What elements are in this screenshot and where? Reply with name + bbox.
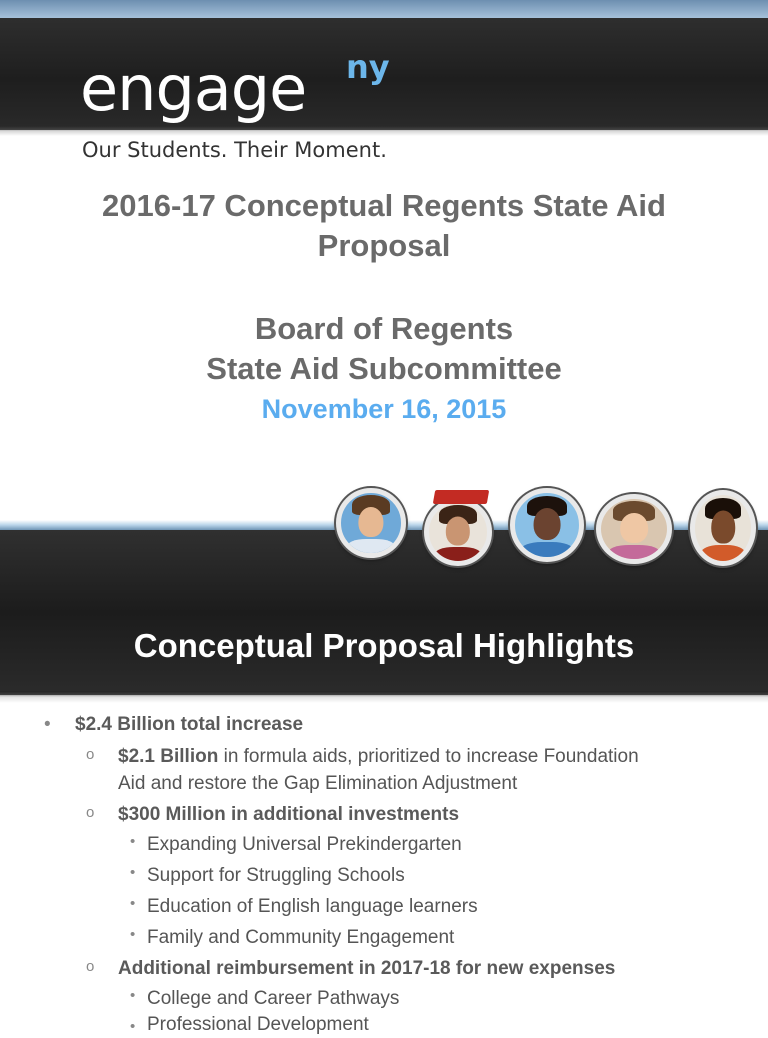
list-item-formula-aids xyxy=(118,744,738,770)
engage-logo-ny: ny xyxy=(346,48,390,86)
tagline: Our Students. Their Moment. xyxy=(82,138,387,162)
list-item-struggling-schools: Support for Struggling Schools xyxy=(147,865,405,886)
sub-bullet-marker: o xyxy=(86,804,95,821)
header-banner xyxy=(0,18,768,130)
subtitle-line-2: State Aid Subcommittee xyxy=(206,351,562,386)
student-photo-5-icon xyxy=(690,490,756,566)
list-item-career-pathways: College and Career Pathways xyxy=(147,988,400,1009)
subtitle-line-1: Board of Regents xyxy=(254,311,514,346)
page-title xyxy=(0,186,768,266)
presentation-date: November 16, 2015 xyxy=(261,394,507,424)
list-item-additional-reimbursement: Additional reimbursement in 2017-18 for new expenses xyxy=(118,958,616,979)
subtitle xyxy=(0,309,768,389)
top-blue-strip xyxy=(0,0,768,18)
list-item-prekindergarten: Expanding Universal Prekindergarten xyxy=(147,834,462,855)
title-line-2: Proposal xyxy=(317,228,451,263)
list-item-additional-investments: $300 Million in additional investments xyxy=(118,804,460,825)
sub-bullet-marker: o xyxy=(86,958,95,975)
formula-aids-text: in formula aids, prioritized to increase Foundation xyxy=(218,746,639,767)
list-item-professional-development: Professional Development xyxy=(147,1014,369,1035)
student-photo-4-icon xyxy=(596,494,672,564)
engage-logo: engage xyxy=(80,52,307,125)
sub-bullet-marker: o xyxy=(86,746,95,763)
subsub-bullet-marker: • xyxy=(130,926,136,943)
student-photo-3-icon xyxy=(510,488,584,562)
bullet-marker: • xyxy=(44,714,51,735)
subsub-bullet-marker: • xyxy=(130,833,136,850)
title-line-1: 2016-17 Conceptual Regents State Aid xyxy=(102,188,666,223)
subsub-bullet-marker: • xyxy=(130,864,136,881)
list-item-family-engagement: Family and Community Engagement xyxy=(147,927,455,948)
student-photo-1-icon xyxy=(336,488,406,558)
subsub-bullet-marker: • xyxy=(130,987,136,1004)
list-item-total-increase: $2.4 Billion total increase xyxy=(75,714,304,735)
section-heading: Conceptual Proposal Highlights xyxy=(133,627,635,664)
list-item-formula-aids-line2: Aid and restore the Gap Elimination Adjustment xyxy=(118,773,518,794)
list-item-english-learners: Education of English language learners xyxy=(147,896,478,917)
subsub-bullet-marker: • xyxy=(130,1018,136,1035)
student-photo-2-icon xyxy=(424,498,492,566)
formula-aids-bold: $2.1 Billion xyxy=(118,746,219,767)
graduation-cap-icon xyxy=(433,490,489,504)
subsub-bullet-marker: • xyxy=(130,895,136,912)
